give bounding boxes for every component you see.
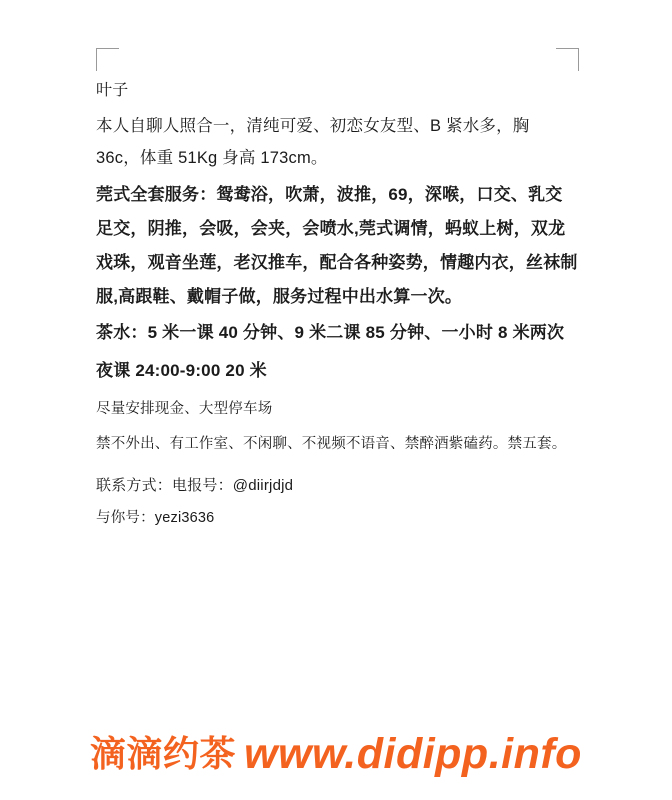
- profile-name: 叶子: [96, 82, 129, 99]
- crop-mark-top-right: [556, 48, 579, 71]
- contact-telegram: 联系方式：电报号：@diirjdjd: [96, 477, 294, 494]
- price-list: 茶水：5 米一课 40 分钟、9 米二课 85 分钟、一小时 8 米两次: [96, 323, 565, 342]
- contact-alt-id: 与你号：yezi3636: [96, 510, 215, 526]
- payment-note: 尽量安排现金、大型停车场: [96, 401, 273, 417]
- night-schedule: 夜课 24:00-9:00 20 米: [96, 361, 267, 380]
- crop-mark-top-left: [96, 48, 119, 71]
- document-body: [96, 76, 578, 534]
- profile-intro: 本人自聊人照合一，清纯可爱、初恋女友型、B 紧水多，胸 36c，体重 51Kg 身高 173cm。: [96, 117, 530, 167]
- watermark-brand: 滴滴约茶: [90, 733, 237, 774]
- watermark-url: www.didipp.info: [244, 730, 582, 778]
- rules-note: 禁不外出、有工作室、不闲聊、不视频不语音、禁醉酒紫磕药。禁五套。: [96, 436, 567, 452]
- service-list: 莞式全套服务：鸳鸯浴，吹萧，波推，69，深喉，口交、乳交足交，阴推，会吸，会夹，会喷水,莞式调情，蚂蚁上树，双龙戏珠，观音坐莲，老汉推车，配合各种姿势，情趣内衣，丝袜制服,高跟鞋、戴帽子做，服务过程中出水算一次。: [96, 185, 578, 306]
- watermark: [0, 726, 672, 779]
